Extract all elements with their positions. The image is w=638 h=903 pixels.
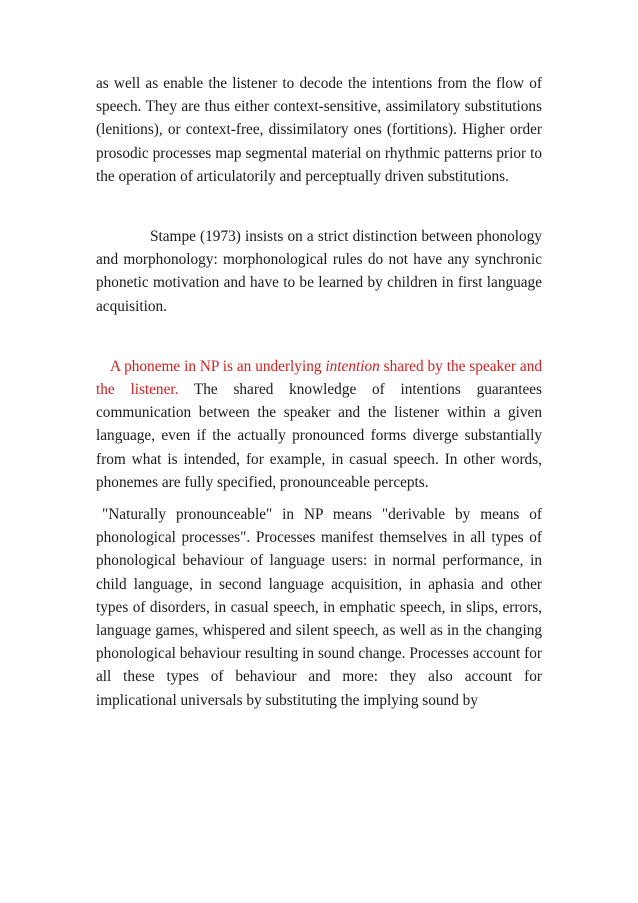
paragraph-phoneme-rest: The shared knowledge of intentions guarantees communication between the speaker and the listener within a given language, even if the actually pronounced forms diverge substantially from what is intended, for example, in casual speech. In other words, phonemes are fully specified, pronounceable percepts. [96,381,542,491]
definition-intention-term: intention [325,357,380,375]
paragraph-naturally-pronounceable: "Naturally pronounceable" in NP means "derivable by means of phonological processes". Processes manifest themselves in all types of phonological behaviour of language users: in normal performance, in child language, in second language acquisition, in aphasia and other types of disorders, in casual speech, in emphatic speech, in slips, errors, language games, whispered and silent speech, as well as in the changing phonological behaviour resulting in sound change. Processes account for all these types of behaviour and more: they also account for implicational universals by substituting the implying sound by [96,506,542,709]
paragraph-spacer [96,188,542,225]
document-page [96,72,542,712]
paragraph-processes: as well as enable the listener to decode the intentions from the flow of speech. They are thus either context-sensitive, assimilatory substitutions (lenitions), or context-free, dissimilatory ones (fortitions). Higher order prosodic processes map segmental material on rhythmic patterns prior to the operation of articulatorily and perceptually driven substitutions. [96,75,542,185]
paragraph-phoneme [96,355,542,494]
paragraph-stampe: Stampe (1973) insists on a strict distinction between phonology and morphonology: morphonological rules do not have any synchronic phonetic motivation and have to be learned by children in first language acquisition. [96,228,542,315]
definition-end: shared by the speaker and the listener. [96,357,542,399]
paragraph-spacer [96,494,542,503]
definition-start: A phoneme in NP is an underlying [110,357,326,375]
paragraph-spacer [96,318,542,355]
